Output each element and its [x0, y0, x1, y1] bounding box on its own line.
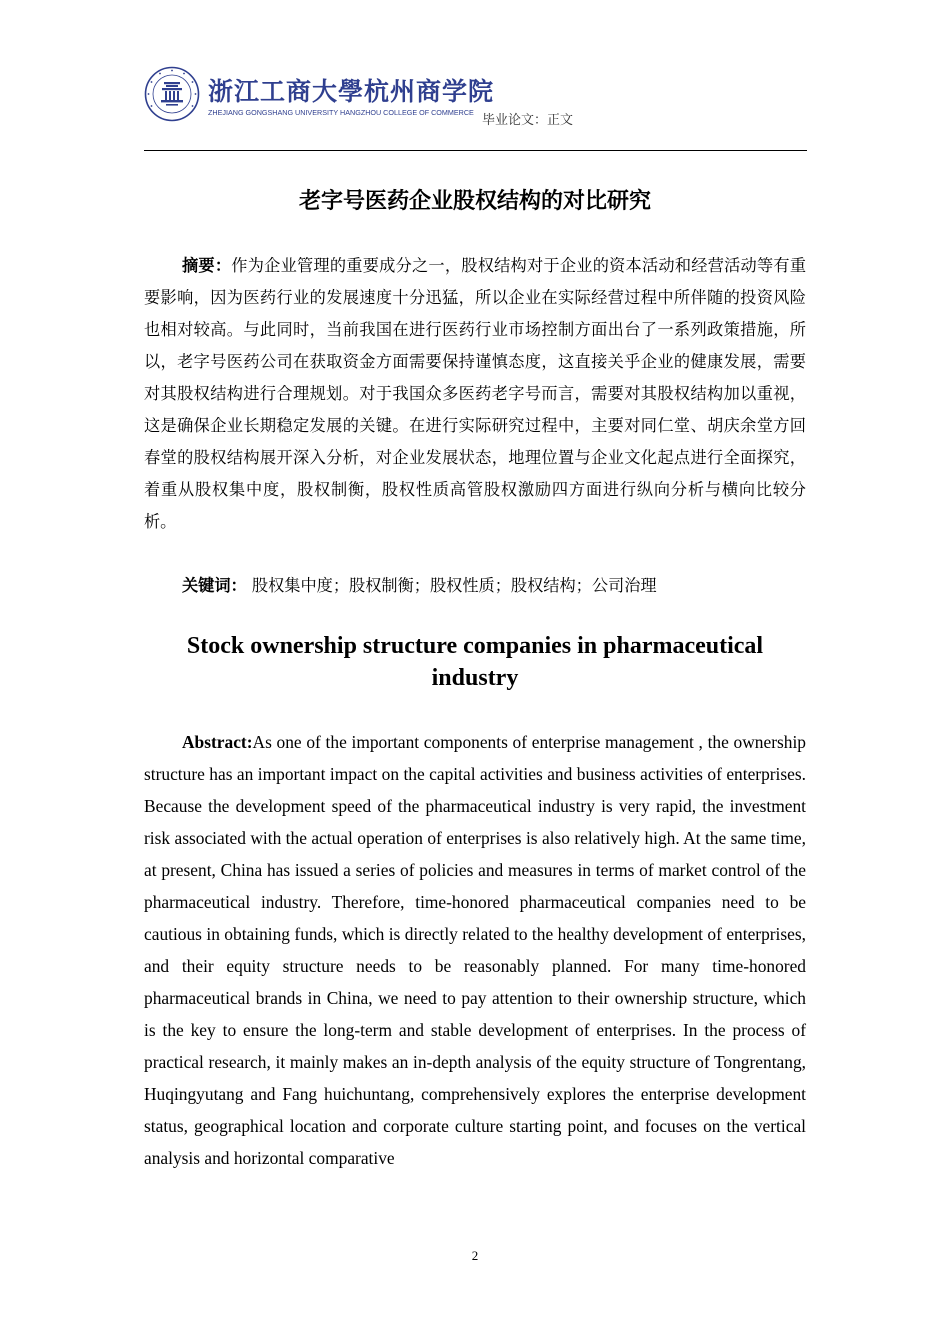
english-abstract-label: Abstract: [182, 732, 253, 752]
page-number: 2 [471, 1248, 479, 1263]
chinese-title: 老字号医药企业股权结构的对比研究 [298, 189, 651, 214]
university-logo-chinese: 浙江工商大學杭州商学院 [208, 77, 495, 106]
chinese-abstract-label: 摘要： [182, 256, 232, 275]
english-abstract-text: As one of the important components of enterprise management , the ownership structure has an important impact on the capital activities and business activities of enterprises. Because the development speed of the pharmaceutical industry is very rapid, the investment risk associated with the actual operation of enterprises is also relatively high. At the same time, at present, China has issued a series of policies and measures in terms of market control of the pharmaceutical industry. Therefore, time-honored pharmaceutical companies need to be cautious in obtaining funds, which is directly related to the healthy development of enterprises, and their equity structure needs to be reasonably planned. For many time-honored pharmaceutical brands in China, we need to pay attention to their ownership structure, which is the key to ensure the long-term and stable development of enterprises. In the process of practical research, it mainly makes an in-depth analysis of the equity structure of Tongrentang, Huqingyutang and Fang huichuntang, comprehensively explores the enterprise development status, geographical location and corporate culture starting point, and focuses on the vertical analysis and horizontal comparative [144, 732, 806, 1168]
chinese-keywords-label: 关键词： [182, 576, 247, 595]
english-abstract [144, 726, 806, 1174]
university-logo-english: ZHEJIANG GONGSHANG UNIVERSITY HANGZHOU COLLEGE OF COMMERCE [208, 108, 474, 117]
chinese-keywords-text: 股权集中度；股权制衡；股权性质；股权结构；公司治理 [246, 576, 657, 595]
english-title: Stock ownership structure companies in pharmaceutical industry [186, 633, 764, 691]
header-divider [144, 150, 807, 151]
university-seal-icon [144, 66, 200, 122]
chinese-abstract [144, 250, 806, 538]
chinese-abstract-text: 作为企业管理的重要成分之一，股权结构对于企业的资本活动和经营活动等有重要影响，因为医药行业的发展速度十分迅猛，所以企业在实际经营过程中所伴随的投资风险也相对较高。与此同时，当前我国在进行医药行业市场控制方面出台了一系列政策措施，所以，老字号医药公司在获取资金方面需要保持谨慎态度，这直接关乎企业的健康发展，需要对其股权结构进行合理规划。对于我国众多医药老字号而言，需要对其股权结构加以重视，这是确保企业长期稳定发展的关键。在进行实际研究过程中，主要对同仁堂、胡庆余堂方回春堂的股权结构展开深入分析，对企业发展状态，地理位置与企业文化起点进行全面探究，着重从股权集中度，股权制衡，股权性质高管股权激励四方面进行纵向分析与横向比较分析。 [144, 256, 807, 531]
document-type-label: 毕业论文：正文 [482, 113, 574, 128]
page-header [144, 62, 806, 152]
chinese-keywords [144, 570, 806, 602]
